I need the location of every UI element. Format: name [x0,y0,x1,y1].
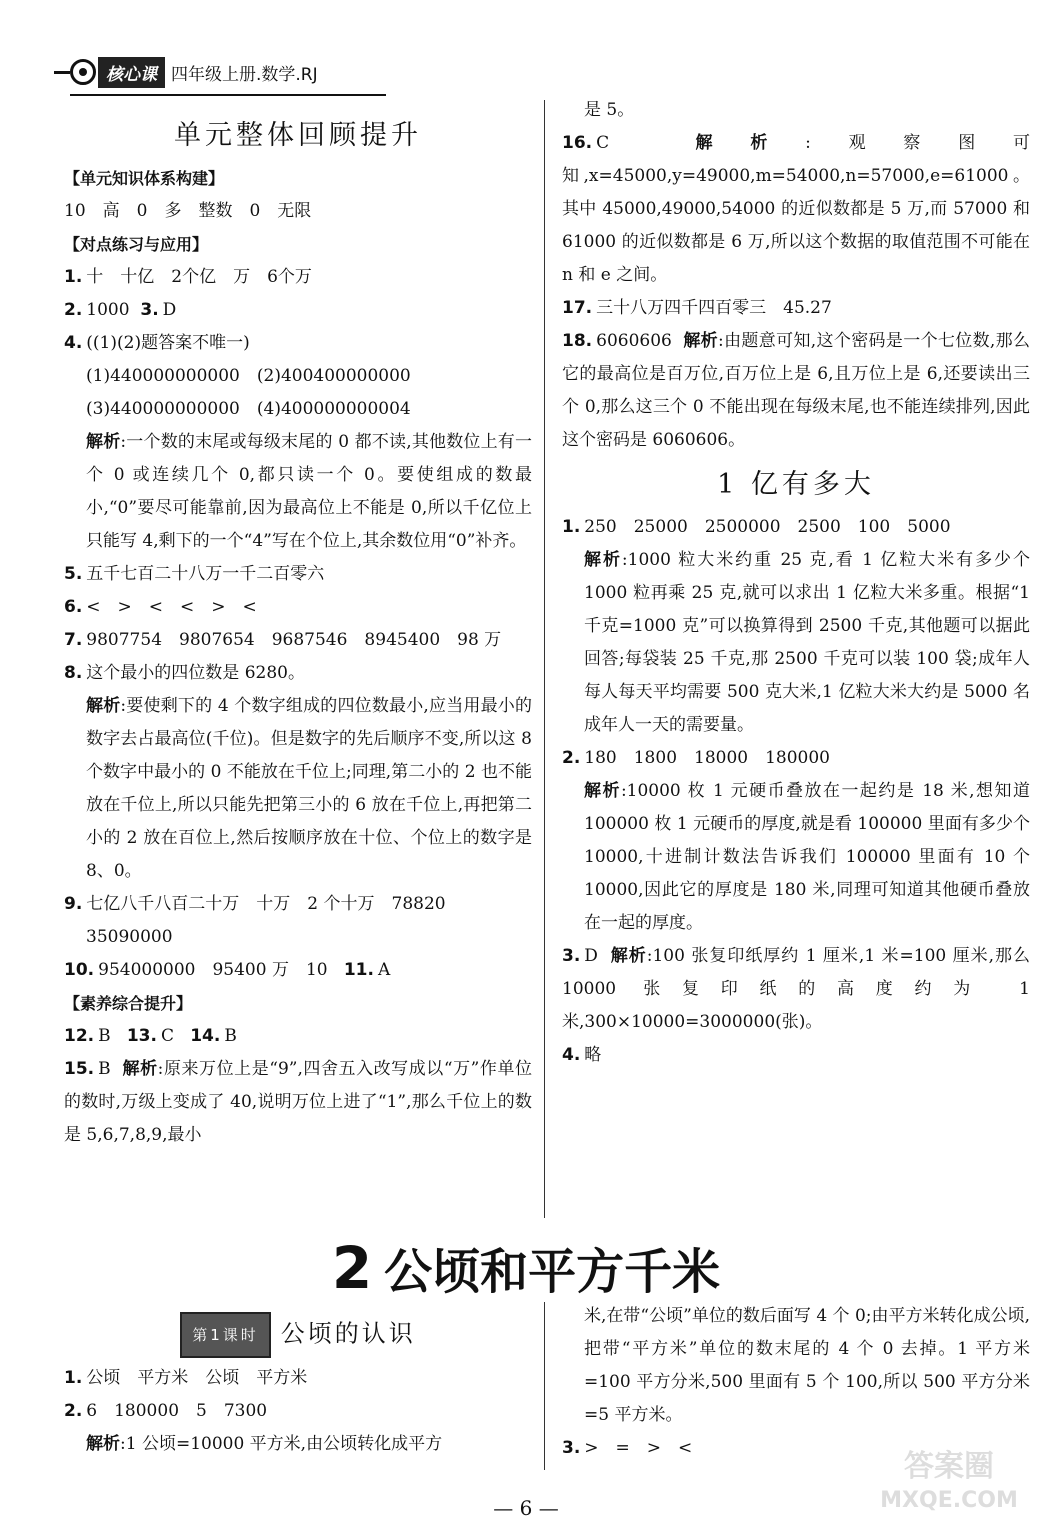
answer-text: > = > < [584,1438,693,1458]
section-title: 单元整体回顾提升 [174,120,422,151]
answer-text: B [98,1059,111,1079]
header-rule [70,94,386,96]
answer-text: C [596,133,610,153]
watermark-line: MXQE.COM [880,1488,1018,1513]
analysis-continued: 米,在带“公顷”单位的数后面写 4 个 0;由平方米转化成公顷,把带“平方米”单位的数末尾的 4 个 0 去掉。1 平方米=100 平方分米,500 里面有 5 个 100,所以 500 平方分米=5 平方米。 [584,1306,1030,1425]
question-number: 8. [64,663,83,683]
answer-text: 十 十亿 2个亿 万 6个万 [86,267,312,287]
answer-text: 6 180000 5 7300 [86,1401,268,1421]
lesson-heading [64,1312,532,1358]
answer-text: 180 1800 18000 180000 [584,748,830,768]
analysis-label: 解析 [86,696,121,716]
subheading: 【对点练习与应用】 [64,235,209,254]
left-column [64,108,532,1152]
answer-text: 这个最小的四位数是 6280。 [86,663,305,683]
analysis-label: 解析 [683,331,719,351]
brand-logo [54,57,165,88]
question-number: 7. [64,630,83,650]
column-divider-2 [544,1302,545,1470]
analysis-text: :由题意可知,这个密码是一个七位数,那么它的最高位是百万位,百万位上是 6,且万位上是 6,还要读出三个 0,那么这三个 0 不能出现在每级末尾,也不能连续排列,因此这个密码是 6060606。 [562,331,1031,450]
question-number: 5. [64,564,83,584]
answer-text: 三十八万四千四百零三 45.27 [596,298,832,318]
analysis-label: 解析 [584,781,621,801]
answer-text: ((1)(2)题答案不唯一) [86,333,250,353]
analysis-label: 解析 [122,1059,158,1079]
answer-text: C [160,1026,174,1046]
question-number: 18. [562,331,593,351]
question-number: 12. [64,1026,95,1046]
question-number: 4. [562,1045,581,1065]
brand-name: 核心课 [98,57,165,88]
subheading: 【单元知识体系构建】 [64,169,225,188]
answer-text: B [224,1026,237,1046]
lesson-right [562,1300,1030,1465]
answer-line: (3)440000000000 (4)400000000004 [86,399,411,419]
answer-text: D [584,946,598,966]
page-header [54,54,318,90]
analysis-text: :原来万位上是“9”,四舍五入改写成以“万”作单位的数时,万级上变成了 40,说明万位上进了“1”,那么千位上的数是 5,6,7,8,9,最小 [64,1059,532,1145]
question-number: 13. [126,1026,157,1046]
analysis-label: 解析 [86,1434,120,1454]
answer-line: 35090000 [86,927,173,947]
analysis-label: 解析 [584,550,622,570]
answer-text: B [98,1026,111,1046]
question-number: 9. [64,894,83,914]
question-number: 10. [64,960,95,980]
analysis-text: :1 公顷=10000 平方米,由公顷转化成平方 [120,1434,443,1454]
question-number: 2. [64,1401,83,1421]
question-number: 3. [562,946,581,966]
question-number: 2. [64,300,83,320]
question-number: 1. [64,1368,83,1388]
watermark [864,1450,1034,1520]
analysis-text: :100 张复印纸厚约 1 厘米,1 米=100 厘米,那么 10000 张复印纸的高度约为 1 米,300×10000=3000000(张)。 [562,946,1031,1032]
page-number: — 6 — [493,1496,559,1520]
analysis-label: 解析 [695,133,806,153]
answer-text: 954000000 95400 万 10 [98,960,328,980]
question-number: 14. [190,1026,221,1046]
lesson-title: 公顷的认识 [280,1319,416,1348]
chapter-number: 2 [331,1234,373,1302]
answer-text: 公顷 平方米 公顷 平方米 [86,1368,308,1388]
section-title: 1 亿有多大 [717,469,875,500]
watermark-line: 答案圈 [904,1449,994,1484]
analysis-text: :观察图可知,x=45000,y=49000,m=54000,n=57000,e=61000。其中 45000,49000,54000 的近似数都是 5 万,而 57000 和 61000 的近似数都是 6 万,所以这个数据的取值范围不可能在 n 和 e 之间。 [562,133,1030,285]
answer-text: 七亿八千八百二十万 十万 2 个十万 78820 [86,894,446,914]
question-number: 1. [562,517,581,537]
analysis-text: :一个数的末尾或每级末尾的 0 都不读,其他数位上有一个 0 或连续几个 0,都只读一个 0。要使组成的数最小,“0”要尽可能靠前,因为最高位上不能是 0,所以千亿位上只能写 4,剩下的一个“4”写在个位上,其余数位用“0”补齐。 [86,432,532,551]
analysis-label: 解析 [86,432,121,452]
question-number: 15. [64,1059,95,1079]
analysis-text: :10000 枚 1 元硬币叠放在一起约是 18 米,想知道 100000 枚 1 元硬币的厚度,就是看 100000 里面有多少个 10000,十进制计数法告诉我们 100000 里面有 10 个 10000,因此它的厚度是 180 米,同理可知道其他硬币叠放在一起的厚度。 [584,781,1030,933]
question-number: 11. [343,960,374,980]
subheading: 【素养综合提升】 [64,994,193,1013]
analysis-text: :要使剩下的 4 个数字组成的四位数最小,应当用最小的数字去占最高位(千位)。但是数字的先后顺序不变,所以这 8 个数字中最小的 0 不能放在千位上;同理,第二小的 2 也不能放在千位上,所以只能先把第三小的 6 放在千位上,再把第二小的 2 放在百位上,然后按顺序放在十位、个位上的数字是 8、0。 [86,696,532,881]
chapter-heading [0,1234,1052,1302]
question-number: 3. [140,300,159,320]
answer-text: 9807754 9807654 9687546 8945400 98 万 [86,630,502,650]
answer-text: D [162,300,177,320]
answer-text: 1000 [86,300,130,320]
lesson-badge: 第1课时 [180,1312,271,1358]
book-title: 四年级上册.数学.RJ [171,64,318,85]
question-number: 6. [64,597,83,617]
answer-text: 6060606 [596,331,672,351]
question-number: 2. [562,748,581,768]
answer-text: 五千七百二十八万一千二百零六 [86,564,325,584]
right-column [562,94,1030,1072]
question-number: 4. [64,333,83,353]
column-divider [544,100,545,1218]
answer-text: 250 25000 2500000 2500 100 5000 [584,517,951,537]
question-number: 16. [562,133,593,153]
answer-line: (1)440000000000 (2)400400000000 [86,366,411,386]
answer-text: A [377,960,391,980]
answer-text: 略 [584,1045,602,1065]
lesson-left [64,1312,532,1461]
continued-text: 是 5。 [584,100,635,120]
chapter-title: 公顷和平方千米 [384,1244,721,1300]
question-number: 1. [64,267,83,287]
analysis-label: 解析 [610,946,647,966]
answer-line: 10 高 0 多 整数 0 无限 [64,201,312,221]
target-icon [70,59,96,85]
question-number: 3. [562,1438,581,1458]
answer-text: < > < < > < [86,597,257,617]
analysis-text: :1000 粒大米约重 25 克,看 1 亿粒大米有多少个 1000 粒再乘 25 克,就可以求出 1 亿粒大米多重。根据“1 千克=1000 克”可以换算得到 2500 千克,其他题可以据此回答;每袋装 25 千克,那 2500 千克可以装 100 袋;成年人每人每天平均需要 500 克大米,1 亿粒大米大约是 5000 名成年人一天的需要量。 [584,550,1030,735]
question-number: 17. [562,298,593,318]
